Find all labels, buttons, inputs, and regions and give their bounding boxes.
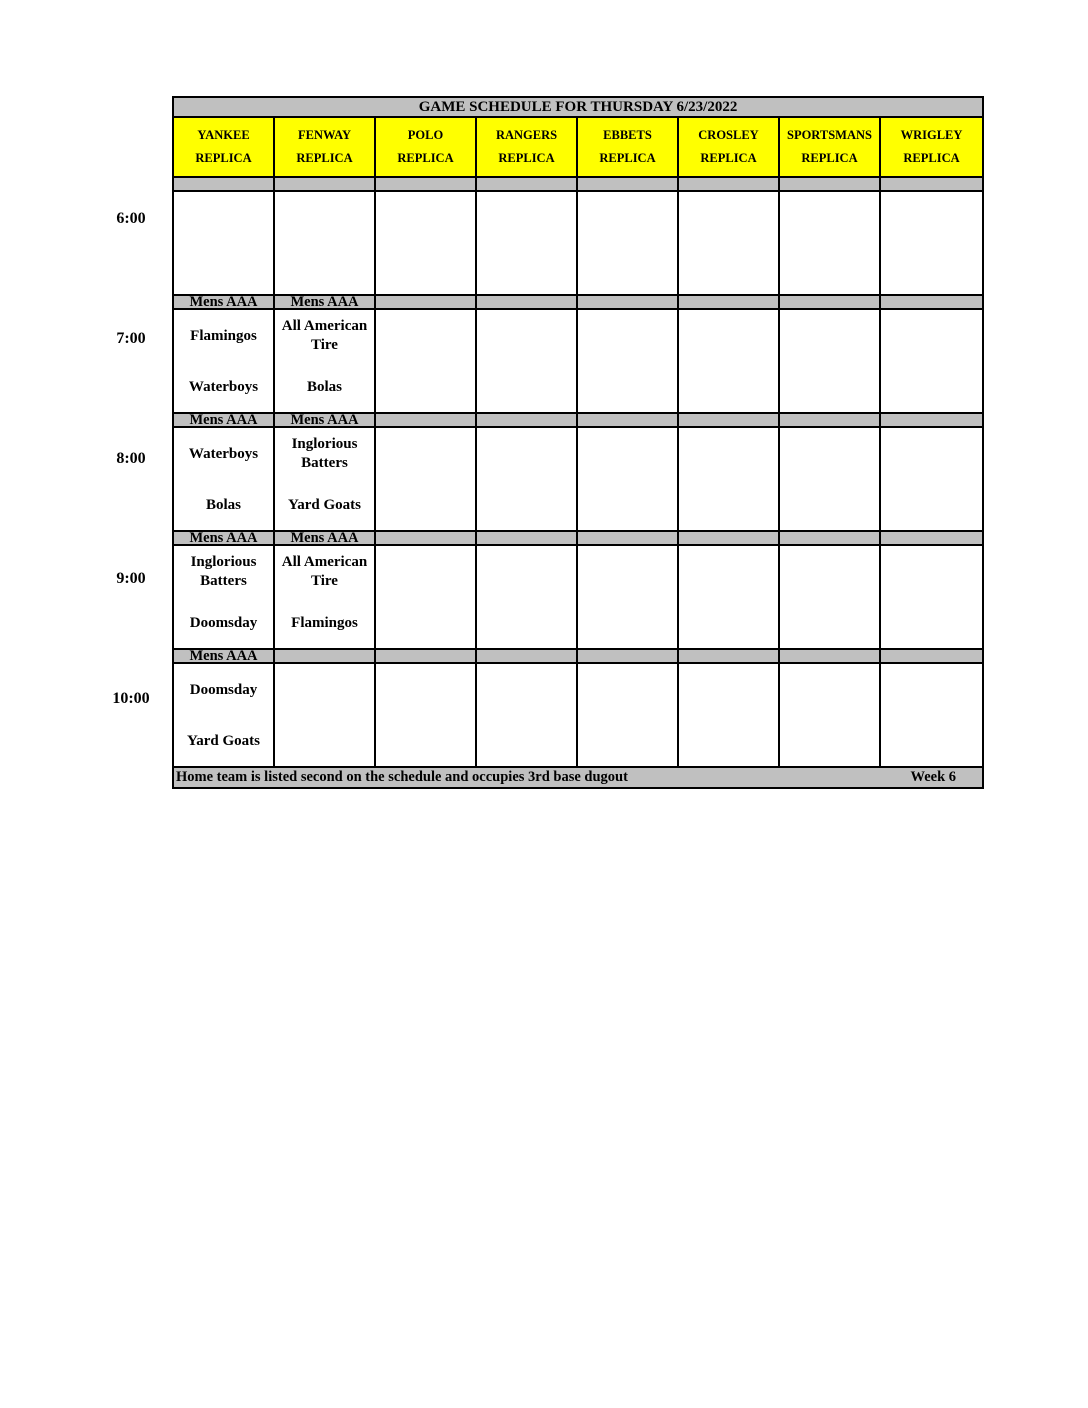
visiting-team (174, 198, 273, 238)
game-cell (678, 545, 779, 649)
schedule-table (172, 96, 984, 789)
visiting-team (881, 670, 982, 710)
division-label: Mens AAA (173, 295, 274, 309)
game-cell (173, 663, 274, 767)
spacer-cell (274, 177, 375, 191)
visiting-team (275, 434, 374, 474)
week-label: Week 6 (910, 769, 957, 785)
division-row (173, 649, 983, 663)
visiting-team (376, 316, 475, 356)
field-subtitle: REPLICA (903, 151, 960, 165)
division-label (375, 531, 476, 545)
game-cell (476, 545, 577, 649)
visiting-team (780, 198, 879, 238)
time-slot-row (173, 309, 983, 413)
game-cell (577, 309, 678, 413)
visiting-team (174, 552, 273, 592)
game-cell (173, 191, 274, 295)
home-team: Waterboys (188, 379, 259, 395)
field-name: CROSLEY (698, 128, 759, 142)
field-subtitle: REPLICA (801, 151, 858, 165)
home-team: Bolas (205, 497, 241, 513)
visiting-team (275, 670, 374, 710)
game-cell (577, 663, 678, 767)
division-label (880, 531, 983, 545)
visiting-team (881, 434, 982, 474)
division-label (880, 649, 983, 663)
field-subtitle: REPLICA (195, 151, 252, 165)
home-team: Doomsday (189, 615, 258, 631)
division-label (779, 295, 880, 309)
game-cell (375, 427, 476, 531)
game-cell (577, 545, 678, 649)
game-cell (779, 191, 880, 295)
time-label: 9:00 (116, 570, 146, 587)
time-slot-row (173, 191, 983, 295)
header-spacer-row (173, 177, 983, 191)
footer-row (173, 767, 983, 788)
home-team: Yard Goats (187, 733, 260, 749)
field-header (375, 117, 476, 177)
visiting-team (578, 552, 677, 592)
visiting-team (679, 434, 778, 474)
spacer-cell (678, 177, 779, 191)
field-name: SPORTSMANS (787, 128, 872, 142)
game-cell (173, 309, 274, 413)
division-label (274, 649, 375, 663)
game-cell (678, 309, 779, 413)
game-cell (880, 309, 983, 413)
division-label: Mens AAA (173, 413, 274, 427)
visiting-team (679, 552, 778, 592)
field-header (779, 117, 880, 177)
visiting-team (275, 198, 374, 238)
visiting-team (275, 316, 374, 356)
field-header (476, 117, 577, 177)
division-label (577, 413, 678, 427)
spacer-cell (779, 177, 880, 191)
game-cell (173, 427, 274, 531)
visiting-team (275, 552, 374, 592)
time-slot-row (173, 427, 983, 531)
time-label: 10:00 (112, 690, 150, 707)
footer-cell (173, 767, 983, 788)
visiting-team-name: Waterboys (188, 445, 259, 462)
field-header (678, 117, 779, 177)
visiting-team (780, 434, 879, 474)
game-cell (274, 545, 375, 649)
game-cell (779, 663, 880, 767)
visiting-team (477, 670, 576, 710)
game-cell (375, 191, 476, 295)
visiting-team (578, 434, 677, 474)
game-cell (476, 309, 577, 413)
visiting-team (477, 316, 576, 356)
division-label (678, 531, 779, 545)
game-cell (173, 545, 274, 649)
visiting-team (679, 316, 778, 356)
field-name: WRIGLEY (900, 128, 963, 142)
division-label (678, 649, 779, 663)
visiting-team (881, 552, 982, 592)
visiting-team (376, 670, 475, 710)
field-name: POLO (407, 128, 444, 142)
game-cell (375, 545, 476, 649)
game-cell (880, 545, 983, 649)
division-label: Mens AAA (173, 649, 274, 663)
division-label (880, 295, 983, 309)
visiting-team-name: Inglorious Batters (291, 436, 358, 471)
field-header (274, 117, 375, 177)
spacer-cell (880, 177, 983, 191)
division-label (375, 295, 476, 309)
division-row (173, 413, 983, 427)
game-cell (577, 191, 678, 295)
division-label (678, 413, 779, 427)
division-label (779, 413, 880, 427)
visiting-team (578, 198, 677, 238)
division-label (476, 295, 577, 309)
division-label (779, 649, 880, 663)
game-cell (779, 309, 880, 413)
game-cell (274, 663, 375, 767)
visiting-team (376, 552, 475, 592)
game-cell (476, 191, 577, 295)
game-cell (678, 191, 779, 295)
schedule-title: GAME SCHEDULE FOR THURSDAY 6/23/2022 (173, 97, 983, 117)
home-team: Flamingos (291, 615, 358, 631)
visiting-team-name: All American Tire (281, 554, 368, 589)
visiting-team (679, 198, 778, 238)
division-label: Mens AAA (274, 531, 375, 545)
game-cell (274, 309, 375, 413)
field-name: FENWAY (297, 128, 352, 142)
field-name: RANGERS (495, 128, 558, 142)
division-label (476, 531, 577, 545)
game-cell (880, 191, 983, 295)
game-cell (375, 663, 476, 767)
game-cell (577, 427, 678, 531)
visiting-team (578, 316, 677, 356)
field-header-row (173, 117, 983, 177)
field-header (880, 117, 983, 177)
visiting-team-name: Doomsday (189, 681, 258, 698)
game-cell (476, 663, 577, 767)
visiting-team (376, 434, 475, 474)
spacer-cell (476, 177, 577, 191)
visiting-team (780, 552, 879, 592)
division-label: Mens AAA (173, 531, 274, 545)
visiting-team (174, 670, 273, 710)
division-row (173, 531, 983, 545)
visiting-team (477, 198, 576, 238)
spacer-cell (577, 177, 678, 191)
visiting-team (477, 552, 576, 592)
visiting-team (780, 670, 879, 710)
time-label: 7:00 (116, 330, 146, 347)
game-cell (779, 427, 880, 531)
visiting-team (881, 316, 982, 356)
time-label: 8:00 (116, 450, 146, 467)
visiting-team-name: Flamingos (190, 327, 257, 344)
visiting-team (477, 434, 576, 474)
field-header (577, 117, 678, 177)
division-label (577, 649, 678, 663)
game-cell (375, 309, 476, 413)
game-cell (476, 427, 577, 531)
field-subtitle: REPLICA (296, 151, 353, 165)
division-label (375, 649, 476, 663)
division-label: Mens AAA (274, 295, 375, 309)
time-slot-row (173, 545, 983, 649)
division-label (577, 531, 678, 545)
division-label (375, 413, 476, 427)
field-subtitle: REPLICA (700, 151, 757, 165)
division-label (577, 295, 678, 309)
visiting-team (376, 198, 475, 238)
field-name: EBBETS (603, 128, 652, 142)
field-header (173, 117, 274, 177)
game-cell (678, 663, 779, 767)
game-cell (274, 191, 375, 295)
spacer-cell (375, 177, 476, 191)
home-team: Yard Goats (288, 497, 361, 513)
division-label (678, 295, 779, 309)
home-team: Bolas (306, 379, 342, 395)
division-label (476, 413, 577, 427)
visiting-team (174, 434, 273, 474)
division-label (779, 531, 880, 545)
field-subtitle: REPLICA (599, 151, 656, 165)
home-team-note: Home team is listed second on the schedule and occupies 3rd base dugout (176, 769, 628, 785)
visiting-team (679, 670, 778, 710)
game-cell (274, 427, 375, 531)
time-label: 6:00 (116, 210, 146, 227)
game-cell (678, 427, 779, 531)
field-subtitle: REPLICA (498, 151, 555, 165)
game-cell (880, 663, 983, 767)
division-row (173, 295, 983, 309)
division-label (880, 413, 983, 427)
visiting-team (174, 316, 273, 356)
visiting-team-name: Inglorious Batters (190, 554, 257, 589)
time-slot-row (173, 663, 983, 767)
visiting-team (578, 670, 677, 710)
visiting-team-name: All American Tire (281, 318, 368, 353)
game-cell (779, 545, 880, 649)
visiting-team (881, 198, 982, 238)
game-cell (880, 427, 983, 531)
field-name: YANKEE (197, 128, 250, 142)
field-subtitle: REPLICA (397, 151, 454, 165)
division-label (476, 649, 577, 663)
visiting-team (780, 316, 879, 356)
division-label: Mens AAA (274, 413, 375, 427)
spacer-cell (173, 177, 274, 191)
